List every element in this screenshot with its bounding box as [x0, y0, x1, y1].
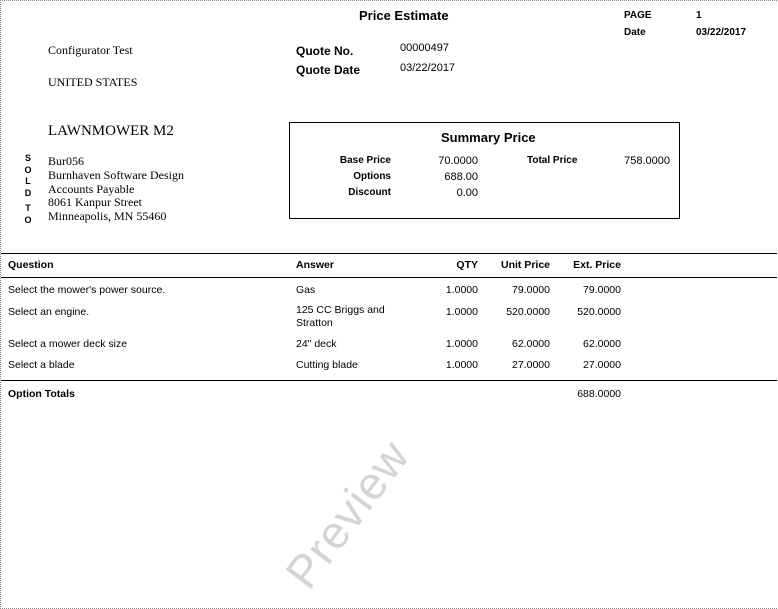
quote-no-label: Quote No.	[296, 44, 354, 58]
discount-value: 0.00	[456, 187, 478, 199]
report-title: Price Estimate	[359, 8, 449, 23]
date-label: Date	[624, 27, 646, 38]
table-row-qty: 1.0000	[445, 284, 478, 296]
customer-country: UNITED STATES	[48, 75, 138, 89]
column-header-question: Question	[8, 259, 54, 271]
base-price-value: 70.0000	[438, 155, 478, 167]
options-label: Options	[353, 171, 391, 182]
column-header-ext-price: Ext. Price	[573, 259, 621, 271]
table-row-question: Select a mower deck size	[8, 338, 128, 350]
preview-watermark: Preview	[275, 430, 420, 598]
table-row-answer-line2: Stratton	[296, 317, 333, 329]
page-number: 1	[696, 10, 702, 21]
table-row-qty: 1.0000	[445, 306, 478, 318]
table-row-unit-price: 27.0000	[512, 359, 550, 371]
customer-name: Configurator Test	[48, 43, 133, 57]
sold-to-line: Burnhaven Software Design	[48, 168, 184, 182]
table-row-qty: 1.0000	[445, 359, 478, 371]
quote-date-label: Quote Date	[296, 63, 361, 77]
table-row-ext-price: 79.0000	[583, 284, 621, 296]
table-header-rule	[1, 277, 777, 278]
table-row-question: Select the mower's power source.	[8, 284, 166, 296]
table-row-unit-price: 79.0000	[512, 284, 550, 296]
sold-to-line: Bur056	[48, 154, 84, 168]
table-row-answer: 24" deck	[296, 338, 337, 350]
quote-no-value: 00000497	[400, 42, 449, 54]
table-row-answer: Cutting blade	[296, 359, 358, 371]
options-value: 688.00	[444, 171, 478, 183]
discount-label: Discount	[348, 187, 391, 198]
total-price-value: 758.0000	[624, 155, 670, 167]
sold-to-label: S O L D T O	[24, 153, 32, 225]
table-top-rule	[1, 253, 777, 254]
sold-to-line: 8061 Kanpur Street	[48, 195, 142, 209]
column-header-unit-price: Unit Price	[500, 259, 550, 271]
base-price-label: Base Price	[339, 155, 391, 166]
table-row-question: Select an engine.	[8, 306, 90, 318]
sold-to-line: Accounts Payable	[48, 182, 135, 196]
sold-to-line: Minneapolis, MN 55460	[48, 209, 167, 223]
table-row-unit-price: 62.0000	[512, 338, 550, 350]
totals-rule	[1, 380, 777, 381]
table-row-question: Select a blade	[8, 359, 75, 371]
table-row-answer: 125 CC Briggs and	[296, 304, 385, 316]
column-header-answer: Answer	[296, 259, 334, 271]
column-header-qty: QTY	[456, 259, 478, 271]
table-row-ext-price: 520.0000	[577, 306, 621, 318]
quote-date-value: 03/22/2017	[400, 62, 456, 74]
table-row-ext-price: 62.0000	[583, 338, 621, 350]
summary-title: Summary Price	[441, 130, 536, 145]
product-name: LAWNMOWER M2	[48, 123, 174, 139]
page-label: PAGE	[624, 10, 652, 21]
option-totals-value: 688.0000	[577, 388, 621, 400]
table-row-answer: Gas	[296, 284, 316, 296]
option-totals-label: Option Totals	[8, 388, 75, 400]
table-row-ext-price: 27.0000	[583, 359, 621, 371]
date-value: 03/22/2017	[696, 27, 747, 38]
table-row-qty: 1.0000	[445, 338, 478, 350]
table-row-unit-price: 520.0000	[506, 306, 550, 318]
total-price-label: Total Price	[527, 155, 578, 166]
